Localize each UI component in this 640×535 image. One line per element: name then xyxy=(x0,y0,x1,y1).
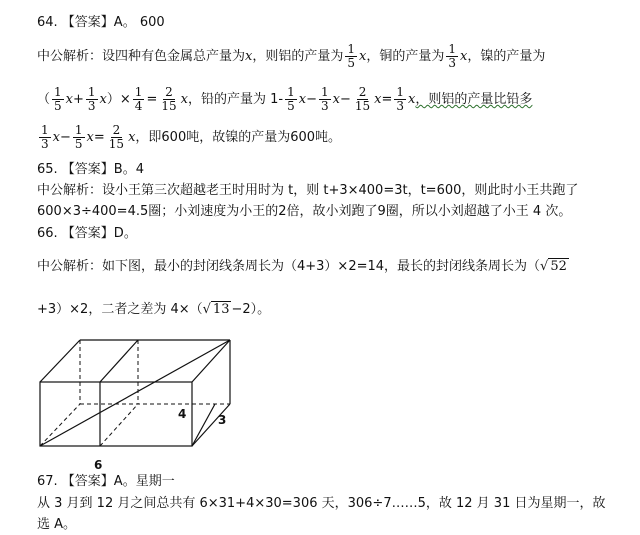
q65-analysis-line-2: 600×3÷400=4.5圈；小刘速度为小王的2倍，故小刘跑了9圈，所以小刘超越了小王 4 次。 xyxy=(37,204,572,219)
q67-answer: 67. 【答案】A。星期一 xyxy=(37,474,175,489)
q66-analysis-line-2: +3）×2，二者之差为 4×（√ 13 −2）。 xyxy=(37,302,271,317)
q66-analysis-line-1: 中公解析：如下图，最小的封闭线条周长为（4+3）×2=14，最长的封闭线条周长为（√ 52 xyxy=(37,259,567,274)
q64-analysis-line-2: （ $\frac{1}{5}$ x+ $\frac{1}{3}$ x）× $\frac{1}{4}$ = $\frac{2}{15}$ x，铅的产量为 1- $\frac{1}{5}$ x− $\frac{1}{3}$ x− $\frac{2}{15}$ x= $\frac{1}{3}$ x，则铝的产量比铅多 xyxy=(37,85,533,113)
cuboid-front-face xyxy=(40,382,192,446)
q64-analysis-line-3: $\frac{1}{3}$ x− $\frac{1}{5}$ x= $\frac{2}{15}$ x，即600吨，故镍的产量为600吨。 xyxy=(41,123,342,151)
q67-analysis-line-1: 从 3 月到 12 月之间总共有 6×31+4×30=306 天，306÷7……5，故 12 月 31 日为星期一，故 xyxy=(37,496,606,511)
q64-answer: 64. 【答案】A。 600 xyxy=(37,15,165,30)
cuboid-long-diagonal xyxy=(40,340,230,446)
q65-answer: 65. 【答案】B。4 xyxy=(37,162,144,177)
q65-analysis-line-1: 中公解析：设小王第三次超越老王时用时为 t，则 t+3×400=3t，t=600，则此时小王共跑了 xyxy=(37,183,579,198)
dimension-label-6: 6 xyxy=(94,458,103,472)
q67-analysis-line-2: 选 A。 xyxy=(37,517,77,532)
q64-analysis-line-1: 中公解析：设四种有色金属总产量为x，则铝的产量为 $\frac{1}{5}$ x，铜的产量为 $\frac{1}{3}$ x，镍的产量为 xyxy=(37,42,546,70)
q66-answer: 66. 【答案】D。 xyxy=(37,226,137,241)
dimension-label-4: 4 xyxy=(178,407,187,421)
dimension-label-3: 3 xyxy=(218,413,227,427)
